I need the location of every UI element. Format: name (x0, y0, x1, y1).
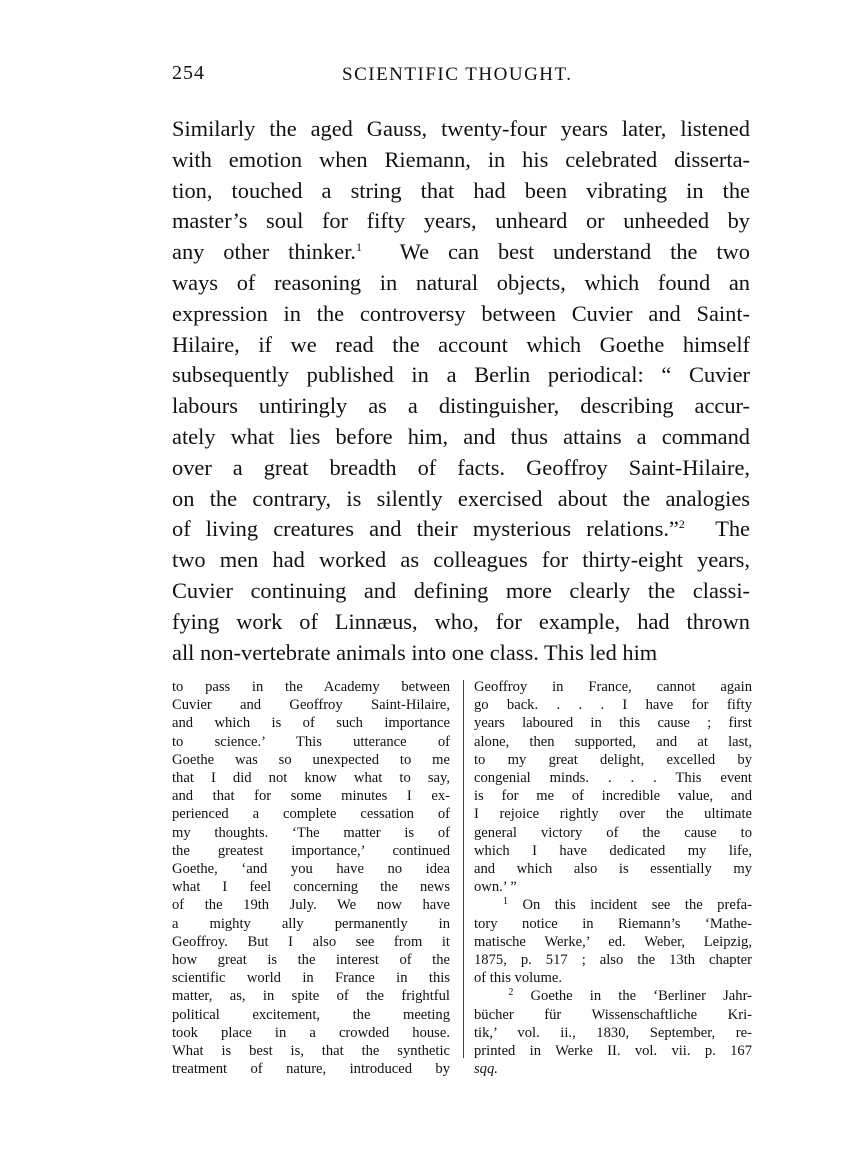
footnote-line: alone, then supported, and at last, (474, 733, 752, 750)
text-line: Hilaire, if we read the account which Goethe himself (172, 331, 750, 357)
text-segment: We can best understand the two (399, 239, 750, 265)
footnote-line: what I feel concerning the news (172, 879, 450, 896)
text-segment: The (715, 516, 750, 542)
footnote-line: perienced a complete cessation of (172, 806, 450, 823)
footnote-line: political excitement, the meeting (172, 1006, 450, 1023)
footnote-line: treatment of nature, introduced by (172, 1061, 450, 1078)
footnote-line: how great is the interest of the (172, 952, 450, 969)
text-line: over a great breadth of facts. Geoffroy Saint-Hilaire, (172, 454, 750, 480)
text-line: expression in the controversy between Cuvier and Saint- (172, 300, 750, 326)
text-line: on the contrary, is silently exercised about the analogies (172, 485, 750, 511)
body-text (172, 114, 750, 668)
text-segment: of living creatures and their mysterious relations.” (172, 516, 679, 542)
footnote-column-right (474, 678, 752, 1078)
footnote-line: of the 19th July. We now have (172, 897, 450, 914)
running-head: SCIENTIFIC THOUGHT. (342, 64, 573, 85)
text-line: ways of reasoning in natural objects, which found an (172, 269, 750, 295)
footnote-text: On this incident see the prefa- (522, 897, 753, 914)
footnote-line: congenial minds. . . . This event (474, 770, 752, 787)
footnote-line: years laboured in this cause ; first (474, 715, 752, 732)
footnote-line: Goethe was so unexpected to me (172, 751, 450, 768)
footnote-ref-2: 2 (678, 517, 685, 532)
footnote-line: tik,’ vol. ii., 1830, September, re- (474, 1024, 752, 1041)
text-line: master’s soul for fifty years, unheard or unheeded by (172, 208, 750, 234)
column-divider (463, 680, 464, 1058)
footnote-line: a mighty ally permanently in (172, 915, 450, 932)
text-segment: any other thinker. (172, 239, 356, 265)
footnote-line: of this volume. (474, 970, 562, 987)
footnote-line: Cuvier and Geoffroy Saint-Hilaire, (172, 697, 450, 714)
footnote-2-mark: 2 (508, 987, 514, 999)
footnote-line: Geoffroy. But I also see from it (172, 933, 450, 950)
footnote-line: the greatest importance,’ continued (172, 842, 450, 859)
footnote-column-left (172, 678, 450, 1078)
text-line: all non-vertebrate animals into one class. This led him (172, 639, 658, 665)
footnote-ref-1: 1 (355, 240, 362, 255)
footnote-line: took place in a crowded house. (172, 1024, 450, 1041)
text-line: Cuvier continuing and defining more clearly the classi- (172, 577, 750, 603)
footnote-line: matische Werke,’ ed. Weber, Leipzig, (474, 933, 752, 950)
page-number: 254 (172, 62, 205, 84)
footnote-line: tory notice in Riemann’s ‘Mathe- (474, 915, 752, 932)
footnote-1-mark: 1 (502, 896, 508, 908)
text-line: subsequently published in a Berlin periodical: “ Cuvier (172, 362, 750, 388)
text-line: two men had worked as colleagues for thirty-eight years, (172, 547, 750, 573)
footnote-line: own.’ ” (474, 879, 517, 896)
footnote-line: Goethe, ‘and you have no idea (172, 861, 450, 878)
footnote-line: printed in Werke II. vol. vii. p. 167 (474, 1043, 752, 1060)
footnote-line: bücher für Wissenschaftliche Kri- (474, 1006, 752, 1023)
footnote-line: Geoffroy in France, cannot again (474, 679, 752, 695)
footnote-line: and which also is essentially my (474, 861, 752, 878)
footnote-line: general victory of the cause to (474, 824, 752, 841)
footnote-2-line (474, 987, 752, 1005)
text-line: fying work of Linnæus, who, for example, had thrown (172, 608, 750, 634)
footnotes (172, 678, 752, 1078)
text-line: labours untiringly as a distinguisher, describing accur- (172, 393, 750, 419)
footnote-line: and that for some minutes I ex- (172, 788, 450, 805)
footnote-line: sqq. (474, 1061, 498, 1078)
footnote-line: that I did not know what to say, (172, 770, 450, 787)
text-line: ately what lies before him, and thus attains a command (172, 423, 750, 449)
footnote-line: scientific world in France in this (172, 970, 450, 987)
footnote-line: my thoughts. ‘The matter is of (172, 824, 450, 841)
footnote-line: to science.’ This utterance of (172, 733, 450, 750)
footnote-line: which I have dedicated my life, (474, 842, 752, 859)
footnote-line: and which is of such importance (172, 715, 450, 732)
footnote-line: What is best is, that the synthetic (172, 1043, 450, 1060)
footnote-line: go back. . . . I have for fifty (474, 697, 752, 714)
footnote-1-line (474, 896, 752, 914)
text-line: with emotion when Riemann, in his celebrated disserta- (172, 146, 750, 172)
footnote-line: to pass in the Academy between (172, 679, 450, 695)
footnote-line: matter, as, in spite of the frightful (172, 988, 450, 1005)
footnote-text: Goethe in the ‘Berliner Jahr- (530, 988, 753, 1005)
footnote-line: is for me of incredible value, and (474, 788, 752, 805)
text-line-with-ref (172, 237, 750, 268)
footnote-line: I rejoice rightly over the ultimate (474, 806, 752, 823)
footnote-line: to my great delight, excelled by (474, 751, 752, 768)
footnote-line: 1875, p. 517 ; also the 13th chapter (474, 952, 752, 969)
text-line: Similarly the aged Gauss, twenty-four years later, listened (172, 116, 750, 141)
text-line-with-ref (172, 514, 750, 545)
page-header (172, 62, 750, 88)
text-line: tion, touched a string that had been vibrating in the (172, 177, 750, 203)
